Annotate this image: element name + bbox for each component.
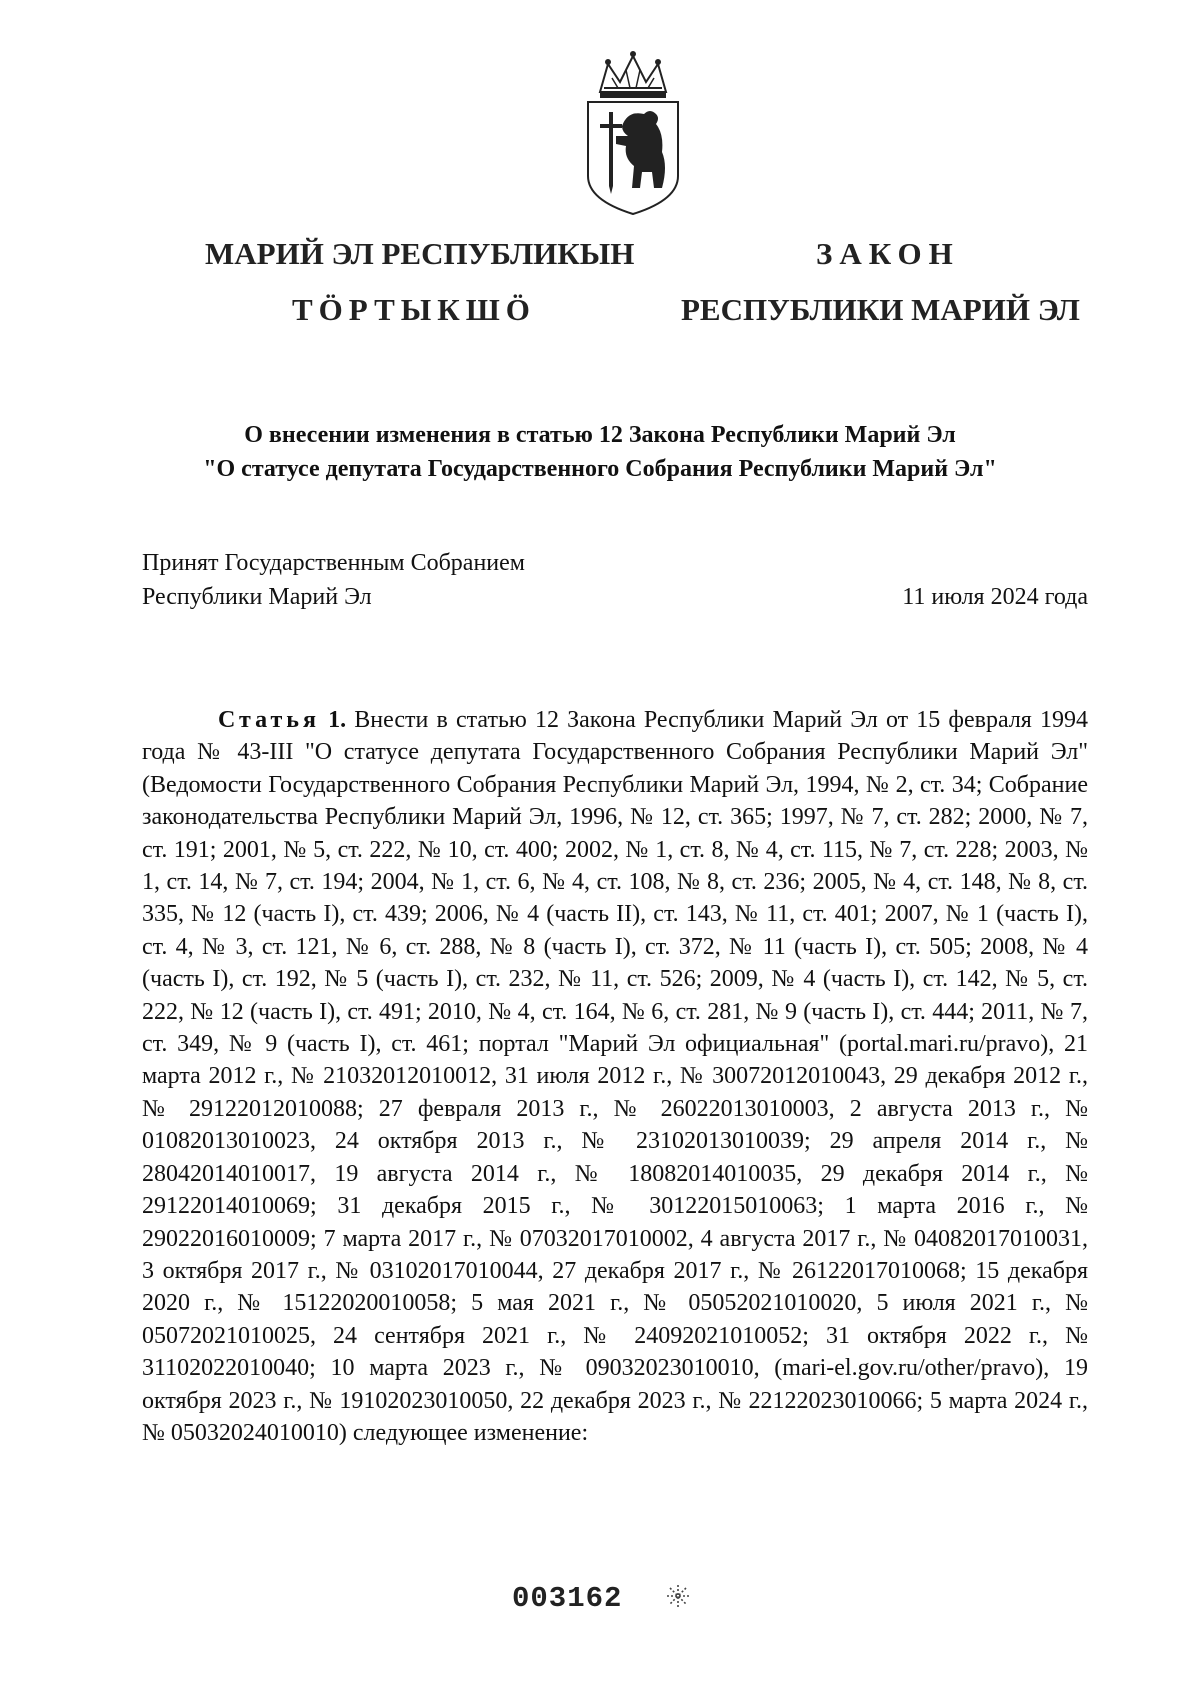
serial-number-stamp: 003162	[512, 1582, 623, 1615]
document-title-line-1: О внесении изменения в статью 12 Закона Республики Марий Эл	[244, 422, 956, 448]
article-1-paragraph	[142, 704, 1088, 1449]
adopted-by-line-1: Принят Государственным Собранием	[142, 550, 525, 576]
document-title-line-2: "О статусе депутата Государственного Собрания Республики Марий Эл"	[203, 456, 997, 482]
adoption-date: 11 июля 2024 года	[902, 584, 1088, 610]
asterisk-mark-icon	[666, 1584, 690, 1608]
adopted-by-line-2: Республики Марий Эл	[142, 584, 372, 610]
header-law-word: ЗАКОН	[816, 236, 960, 271]
header-mari-law-word: ТӦРТЫКШӦ	[292, 292, 536, 327]
article-number: 1.	[328, 707, 347, 733]
header-republic-line: РЕСПУБЛИКИ МАРИЙ ЭЛ	[681, 292, 1080, 327]
header-mari-republic-line: МАРИЙ ЭЛ РЕСПУБЛИКЫН	[205, 236, 635, 271]
article-label: Статья	[218, 707, 320, 733]
article-text: Внести в статью 12 Закона Республики Марий Эл от 15 февраля 1994 года № 43-III "О статусе депутата Государственного Собрания Республики Марий Эл" (Ведомости Государственного Собрания Республики Марий Эл, 1994, № 2, ст. 34; Собрание законодательства Республики Марий Эл, 1996, № 12, ст. 365; 1997, № 7, ст. 282; 2000, № 7, ст. 191; 2001, № 5, ст. 222, № 10, ст. 400; 2002, № 1, ст. 8, № 4, ст. 115, № 7, ст. 228; 2003, № 1, ст. 14, № 7, ст. 194; 2004, № 1, ст. 6, № 4, ст. 108, № 8, ст. 236; 2005, № 4, ст. 148, № 8, ст. 335, № 12 (часть I), ст. 439; 2006, № 4 (часть II), ст. 143, № 11, ст. 401; 2007, № 1 (часть I), ст. 4, № 3, ст. 121, № 6, ст. 288, № 8 (часть I), ст. 372, № 11 (часть I), ст. 505; 2008, № 4 (часть I), ст. 192, № 5 (часть I), ст. 232, № 11, ст. 526; 2009, № 4 (часть I), ст. 142, № 5, ст. 222, № 12 (часть I), ст. 491; 2010, № 4, ст. 164, № 6, ст. 281, № 9 (часть I), ст. 444; 2011, № 7, ст. 349, № 9 (часть I), ст. 461; портал "Марий Эл официальная" (portal.mari.ru/pravo), 21 марта 2012 г., № 21032012010012, 31 июля 2012 г., № 30072012010043, 29 декабря 2012 г., № 29122012010088; 27 февраля 2013 г., № 26022013010003, 2 августа 2013 г., № 01082013010023, 24 октября 2013 г., № 23102013010039; 29 апреля 2014 г., № 28042014010017, 19 августа 2014 г., № 18082014010035, 29 декабря 2014 г., № 29122014010069; 31 декабря 2015 г., № 30122015010063; 1 марта 2016 г., № 29022016010009; 7 марта 2017 г., № 07032017010002, 4 августа 2017 г., № 04082017010031, 3 октября 2017 г., № 03102017010044, 27 декабря 2017 г., № 26122017010068; 15 декабря 2020 г., № 15122020010058; 5 мая 2021 г., № 05052021010020, 5 июля 2021 г., № 05072021010025, 24 сентября 2021 г., № 24092021010052; 31 октября 2022 г., № 31102022010040; 10 марта 2023 г., № 09032023010010, (mari-el.gov.ru/other/pravo), 19 октября 2023 г., № 19102023010050, 22 декабря 2023 г., № 22122023010066; 5 марта 2024 г., № 05032024010010) следующее изменение:	[142, 707, 1088, 1446]
coat-of-arms-bear-with-sword-icon	[578, 48, 688, 220]
